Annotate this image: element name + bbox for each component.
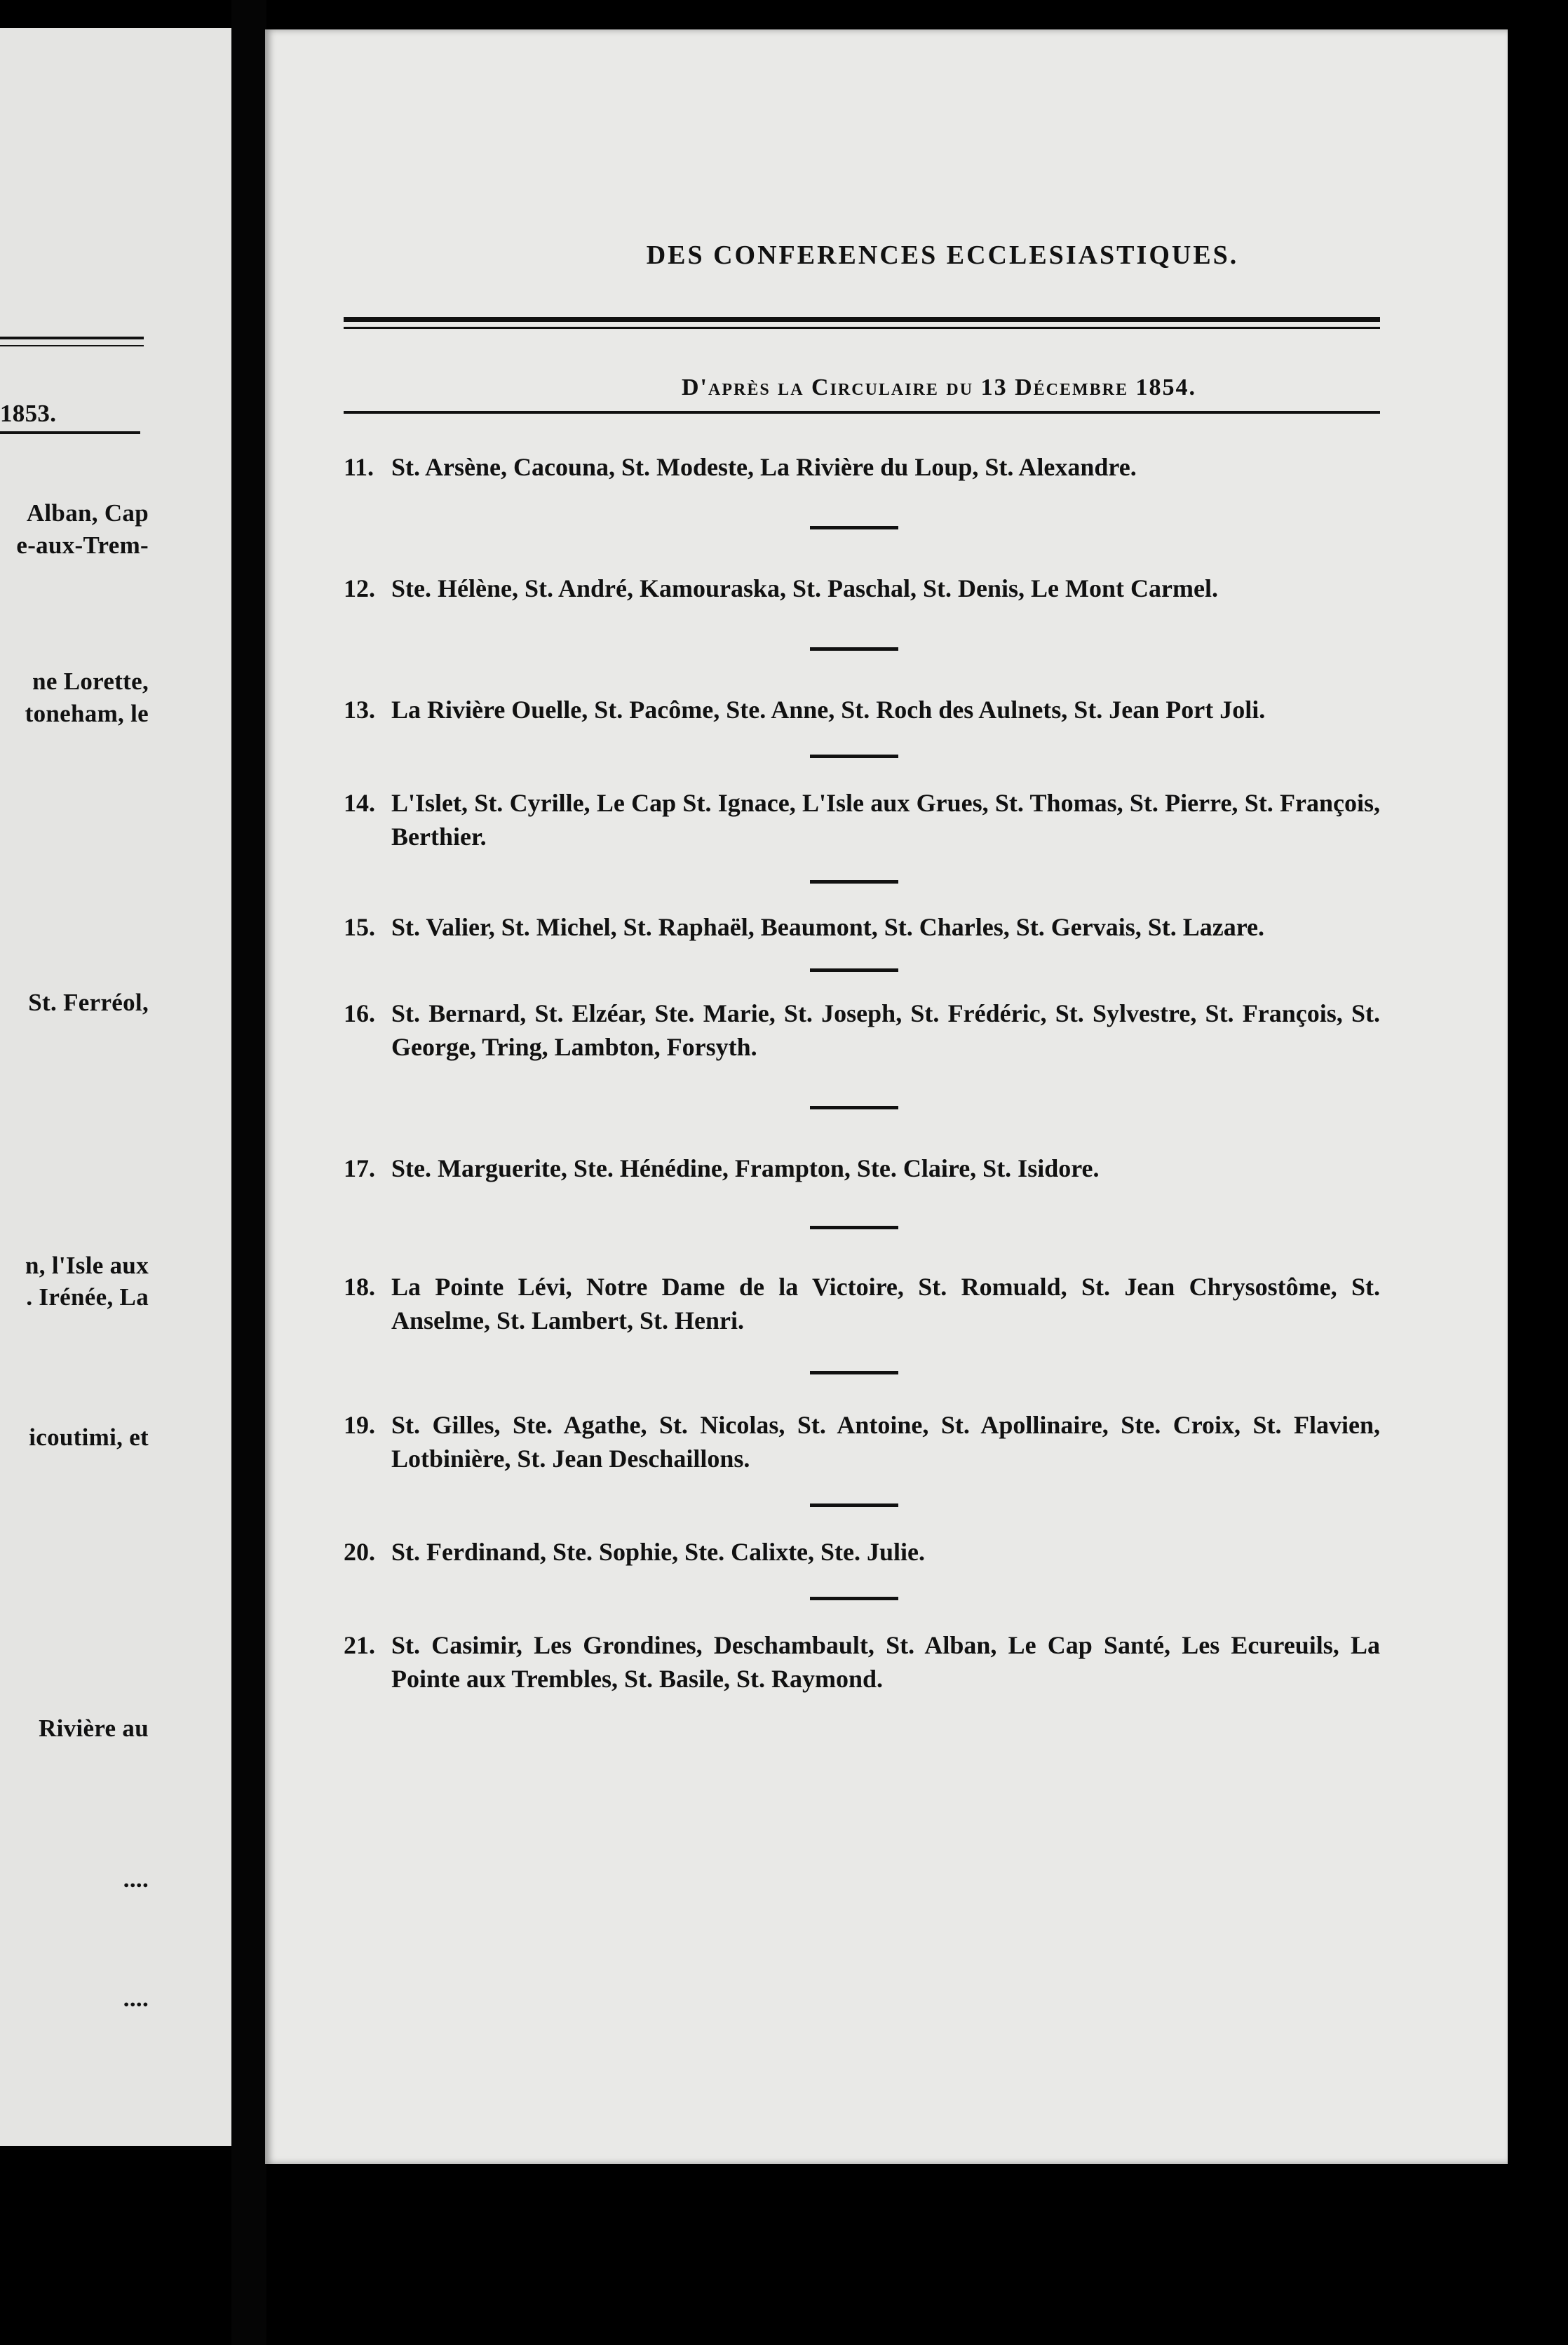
header-rule-thick xyxy=(344,317,1380,322)
entry-parishes: Ste. Hélène, St. André, Kamouraska, St. Paschal, St. Denis, Le Mont Carmel. xyxy=(391,574,1218,602)
left-page-text: 1853. xyxy=(0,400,57,427)
entry-separator xyxy=(810,1371,898,1374)
page-header: DES CONFERENCES ECCLESIASTIQUES. xyxy=(646,241,1239,270)
entry-number: 13. xyxy=(344,696,375,724)
left-page-text: .... xyxy=(123,1985,149,2012)
entry-number: 18. xyxy=(344,1273,375,1301)
entry-parishes: La Pointe Lévi, Notre Dame de la Victoire, St. Romuald, St. Jean Chrysostôme, St. Anselme, St. Lambert, St. Henri. xyxy=(391,1273,1380,1334)
entry-separator xyxy=(810,526,898,529)
parish-entry xyxy=(344,996,1380,1064)
subheader-rule xyxy=(344,411,1380,414)
entry-parishes: St. Bernard, St. Elzéar, Ste. Marie, St. Joseph, St. Frédéric, St. Sylvestre, St. François, St. George, Tring, Lambton, Forsyth. xyxy=(391,999,1380,1061)
entry-separator xyxy=(810,1503,898,1507)
entry-number: 14. xyxy=(344,789,375,817)
parish-entry xyxy=(344,910,1380,944)
entry-parishes: St. Ferdinand, Ste. Sophie, Ste. Calixte, Ste. Julie. xyxy=(391,1538,926,1566)
parish-entry xyxy=(344,693,1380,727)
parish-entry xyxy=(344,786,1380,853)
parish-entry xyxy=(344,1628,1380,1696)
left-page-text: .... xyxy=(123,1865,149,1893)
entry-separator xyxy=(810,1106,898,1109)
entry-separator xyxy=(810,647,898,651)
entry-separator xyxy=(810,968,898,972)
entry-number: 15. xyxy=(344,913,375,941)
left-page-rule xyxy=(0,431,140,434)
entry-number: 20. xyxy=(344,1538,375,1566)
entry-parishes: St. Gilles, Ste. Agathe, St. Nicolas, St. Antoine, St. Apollinaire, Ste. Croix, St. Flavien, Lotbinière, St. Jean Deschaillons. xyxy=(391,1411,1380,1473)
entry-parishes: La Rivière Ouelle, St. Pacôme, Ste. Anne, St. Roch des Aulnets, St. Jean Port Joli. xyxy=(391,696,1266,724)
left-page-text: Alban, Cap xyxy=(26,499,149,527)
entry-number: 19. xyxy=(344,1411,375,1439)
entry-separator xyxy=(810,755,898,758)
entry-parishes: St. Valier, St. Michel, St. Raphaël, Beaumont, St. Charles, St. Gervais, St. Lazare. xyxy=(391,913,1265,941)
left-page-text: Rivière au xyxy=(39,1715,149,1742)
parish-entries-list xyxy=(344,450,1380,1696)
parish-entry xyxy=(344,1408,1380,1475)
entry-parishes: St. Casimir, Les Grondines, Deschambault, St. Alban, Le Cap Santé, Les Ecureuils, La Pointe aux Trembles, St. Basile, St. Raymond. xyxy=(391,1631,1380,1693)
entry-number: 12. xyxy=(344,574,375,602)
entry-parishes: L'Islet, St. Cyrille, Le Cap St. Ignace, L'Isle aux Grues, St. Thomas, St. Pierre, St. François, Berthier. xyxy=(391,789,1380,851)
entry-number: 11. xyxy=(344,453,374,481)
parish-entry xyxy=(344,1270,1380,1337)
entry-parishes: Ste. Marguerite, Ste. Hénédine, Frampton, Ste. Claire, St. Isidore. xyxy=(391,1154,1100,1182)
entry-parishes: St. Arsène, Cacouna, St. Modeste, La Rivière du Loup, St. Alexandre. xyxy=(391,453,1137,481)
left-page-text: n, l'Isle aux xyxy=(25,1252,149,1279)
left-page-text: e-aux-Trem- xyxy=(16,532,149,559)
left-page-text: ne Lorette, xyxy=(32,668,149,695)
parish-entry xyxy=(344,572,1380,605)
entry-separator xyxy=(810,880,898,884)
parish-entry xyxy=(344,1535,1380,1569)
header-rule-thin xyxy=(344,327,1380,329)
left-page-text: toneham, le xyxy=(25,700,149,727)
left-page-text: St. Ferréol, xyxy=(28,989,149,1016)
entry-number: 21. xyxy=(344,1631,375,1659)
left-page-text: . Irénée, La xyxy=(26,1283,149,1311)
page-subheader: D'après la Circulaire du 13 Décembre 1854. xyxy=(682,374,1196,400)
left-page-fragment xyxy=(0,28,231,2146)
left-page-text: icoutimi, et xyxy=(29,1424,149,1451)
entry-number: 17. xyxy=(344,1154,375,1182)
right-page xyxy=(265,29,1508,2164)
left-page-rule xyxy=(0,345,144,346)
entry-number: 16. xyxy=(344,999,375,1027)
parish-entry xyxy=(344,450,1380,484)
parish-entry xyxy=(344,1151,1380,1185)
entry-separator xyxy=(810,1597,898,1600)
entry-separator xyxy=(810,1226,898,1229)
book-gutter xyxy=(231,0,266,2345)
left-page-rule xyxy=(0,337,144,339)
